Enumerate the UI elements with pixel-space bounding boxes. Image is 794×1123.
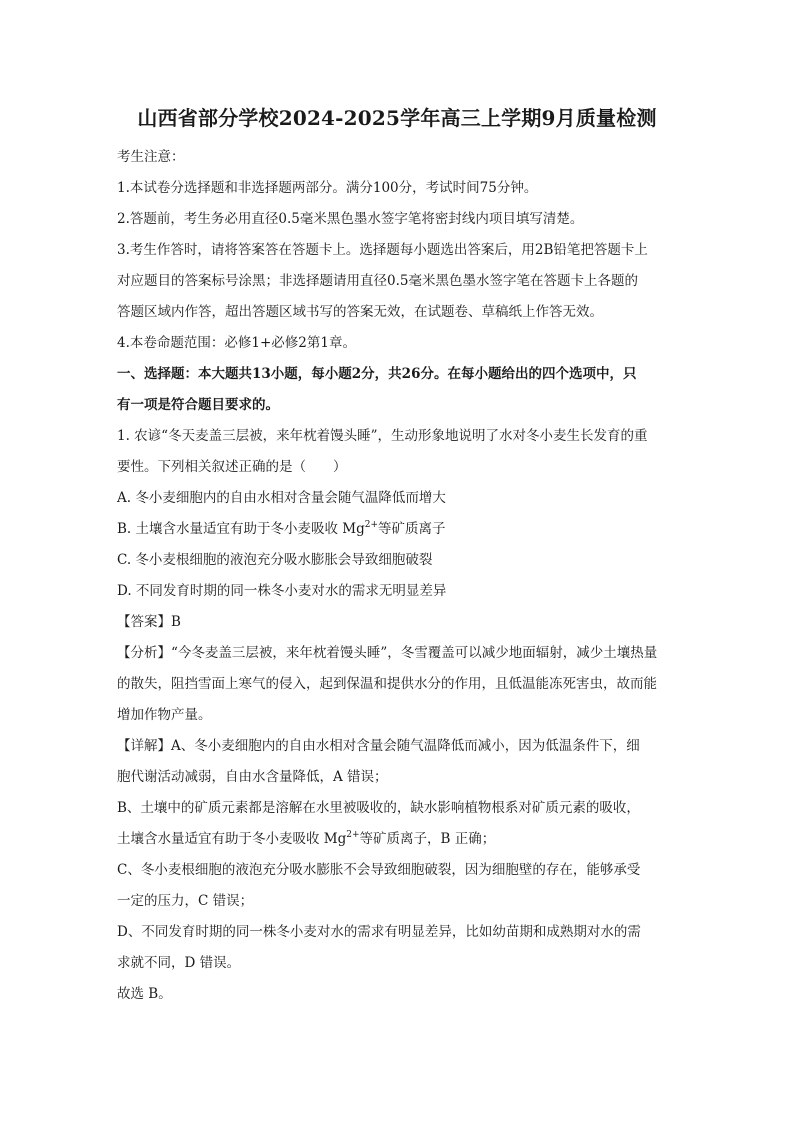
option-c: C. 冬小麦根细胞的液泡充分吸水膨胀会导致细胞破裂 <box>117 552 433 568</box>
option-a: A. 冬小麦细胞内的自由水相对含量会随气温降低而增大 <box>117 490 446 506</box>
section-heading-cont: 有一项是符合题目要求的。 <box>117 397 279 413</box>
question-stem: 1. 农谚“冬天麦盖三层被，来年枕着馒头睡”，生动形象地说明了水对冬小麦生长发育的重 <box>117 428 648 444</box>
answer-line: 【答案】B <box>117 614 181 630</box>
ion-charge: 2+ <box>346 830 360 840</box>
notice-line: 3.考生作答时，请将答案答在答题卡上。选择题每小题选出答案后，用2B铅笔把答题卡上 <box>117 242 648 258</box>
notice-line: 对应题目的答案标号涂黑；非选择题请用直径0.5毫米黑色墨水签字笔在答题卡上各题的 <box>117 273 638 289</box>
detail-line: 胞代谢活动减弱，自由水含量降低，A 错误； <box>117 769 388 785</box>
section-heading: 一、选择题：本大题共13小题，每小题2分，共26分。在每小题给出的四个选项中，只 <box>117 366 637 382</box>
exam-title: 山西省部分学校2024-2025学年高三上学期9月质量检测 <box>137 106 657 130</box>
question-stem-cont: 要性。下列相关叙述正确的是（ ） <box>117 459 347 475</box>
option-b-text-end: 等矿质离子 <box>378 521 446 537</box>
analysis-line: 增加作物产量。 <box>117 707 212 723</box>
conclusion-line: 故选 B。 <box>117 986 172 1002</box>
ion-charge: 2+ <box>364 520 379 530</box>
detail-line: D、不同发育时期的同一株冬小麦对水的需求有明显差异，比如幼苗期和成熟期对水的需 <box>117 924 641 940</box>
detail-line: B、土壤中的矿质元素都是溶解在水里被吸收的，缺水影响植物根系对矿质元素的吸收， <box>117 800 640 816</box>
option-b-text: B. 土壤含水量适宜有助于冬小麦吸收 Mg <box>117 521 365 537</box>
detail-line: 求就不同，D 错误。 <box>117 955 241 971</box>
notice-line: 答题区域内作答，超出答题区域书写的答案无效，在试题卷、草稿纸上作答无效。 <box>117 304 603 320</box>
notice-line: 1.本试卷分选择题和非选择题两部分。满分100分，考试时间75分钟。 <box>117 180 538 196</box>
option-b <box>117 514 677 545</box>
option-d: D. 不同发育时期的同一株冬小麦对水的需求无明显差异 <box>117 583 447 599</box>
analysis-line: 的散失，阻挡雪面上寒气的侵入，起到保温和提供水分的作用，且低温能冻死害虫，故而能 <box>117 676 657 692</box>
analysis-line: 【分析】“今冬麦盖三层被，来年枕着馒头睡”，冬雪覆盖可以减少地面辐射，减少土壤热量 <box>117 645 658 661</box>
notice-heading: 考生注意： <box>117 149 185 165</box>
detail-line <box>117 824 677 855</box>
detail-b-text: 土壤含水量适宜有助于冬小麦吸收 Mg <box>117 831 347 847</box>
detail-line: 一定的压力，C 错误； <box>117 893 254 909</box>
notice-line: 2.答题前，考生务必用直径0.5毫米黑色墨水签字笔将密封线内项目填写清楚。 <box>117 211 584 227</box>
notice-line: 4.本卷命题范围：必修1+必修2第1章。 <box>117 335 356 351</box>
detail-line: C、冬小麦根细胞的液泡充分吸水膨胀不会导致细胞破裂，因为细胞壁的存在，能够承受 <box>117 862 641 878</box>
detail-b-text-end: 等矿质离子，B 正确； <box>359 831 496 847</box>
document-body <box>117 142 677 1010</box>
detail-line: 【详解】A、冬小麦细胞内的自由水相对含量会随气温降低而减小，因为低温条件下，细 <box>117 738 640 754</box>
